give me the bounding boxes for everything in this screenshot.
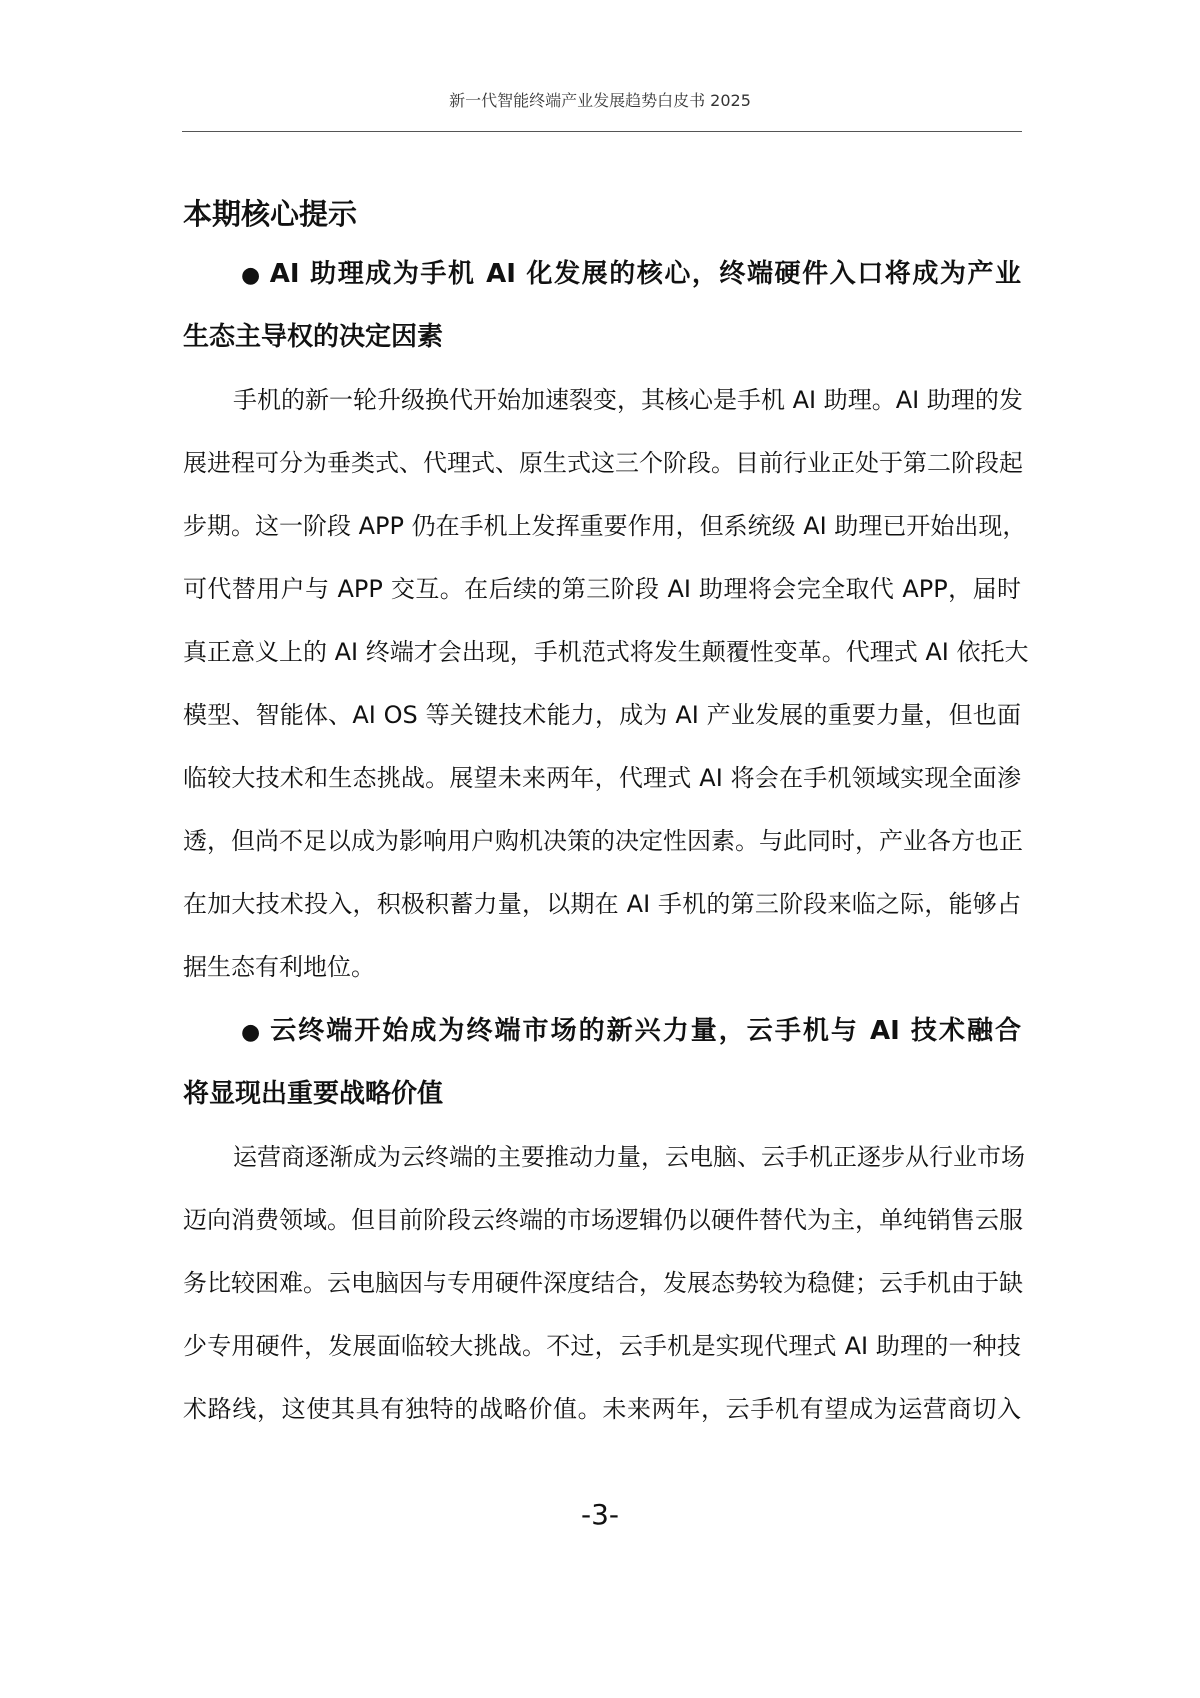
paragraph-line: 手机的新一轮升级换代开始加速裂变，其核心是手机 AI 助理。AI 助理的发 xyxy=(233,386,1023,414)
bullet-icon: ● xyxy=(241,263,262,288)
page-number: -3- xyxy=(580,1498,620,1531)
bullet-heading-line xyxy=(183,243,1021,306)
paragraph-line: 透，但尚不足以成为影响用户购机决策的决定性因素。与此同时，产业各方也正 xyxy=(183,827,1023,855)
bullet-heading-line xyxy=(183,1000,1021,1063)
running-header: 新一代智能终端产业发展趋势白皮书 2025 xyxy=(449,91,751,110)
paragraph-line: 运营商逐渐成为云终端的主要推动力量，云电脑、云手机正逐步从行业市场 xyxy=(233,1143,1025,1171)
paragraph-line: 少专用硬件，发展面临较大挑战。不过，云手机是实现代理式 AI 助理的一种技 xyxy=(183,1332,1021,1360)
bullet-heading-line: 将显现出重要战略价值 xyxy=(183,1079,444,1109)
bullet-icon: ● xyxy=(241,1020,263,1045)
paragraph-line: 术路线，这使其具有独特的战略价值。未来两年，云手机有望成为运营商切入 xyxy=(183,1395,1021,1423)
bullet-heading-1 xyxy=(183,243,1021,369)
paragraph-line: 真正意义上的 AI 终端才会出现，手机范式将发生颠覆性变革。代理式 AI 依托大 xyxy=(183,638,1029,666)
paragraph-line: 据生态有利地位。 xyxy=(183,953,375,981)
paragraph-line: 可代替用户与 APP 交互。在后续的第三阶段 AI 助理将会完全取代 APP，届时 xyxy=(183,575,1021,603)
paragraph-line: 展进程可分为垂类式、代理式、原生式这三个阶段。目前行业正处于第二阶段起 xyxy=(183,449,1023,477)
bullet-heading-line: 生态主导权的决定因素 xyxy=(183,322,444,352)
paragraph-line: 迈向消费领域。但目前阶段云终端的市场逻辑仍以硬件替代为主，单纯销售云服 xyxy=(183,1206,1023,1234)
paragraph-line: 临较大技术和生态挑战。展望未来两年，代理式 AI 将会在手机领域实现全面渗 xyxy=(183,764,1021,792)
bullet-heading-2 xyxy=(183,1000,1021,1126)
paragraph-1 xyxy=(183,369,1029,999)
bullet-heading-text: 云终端开始成为终端市场的新兴力量，云手机与 AI 技术融合 xyxy=(270,1016,1021,1046)
bullet-heading-text: AI 助理成为手机 AI 化发展的核心，终端硬件入口将成为产业 xyxy=(269,259,1022,289)
paragraph-line: 模型、智能体、AI OS 等关键技术能力，成为 AI 产业发展的重要力量，但也面 xyxy=(183,701,1021,729)
header-divider xyxy=(182,131,1022,132)
paragraph-line: 在加大技术投入，积极积蓄力量，以期在 AI 手机的第三阶段来临之际，能够占 xyxy=(183,890,1021,918)
section-title: 本期核心提示 xyxy=(183,197,358,231)
paragraph-line: 步期。这一阶段 APP 仍在手机上发挥重要作用，但系统级 AI 助理已开始出现， xyxy=(183,512,1027,540)
paragraph-line: 务比较困难。云电脑因与专用硬件深度结合，发展态势较为稳健；云手机由于缺 xyxy=(183,1269,1023,1297)
paragraph-2 xyxy=(183,1126,1025,1441)
